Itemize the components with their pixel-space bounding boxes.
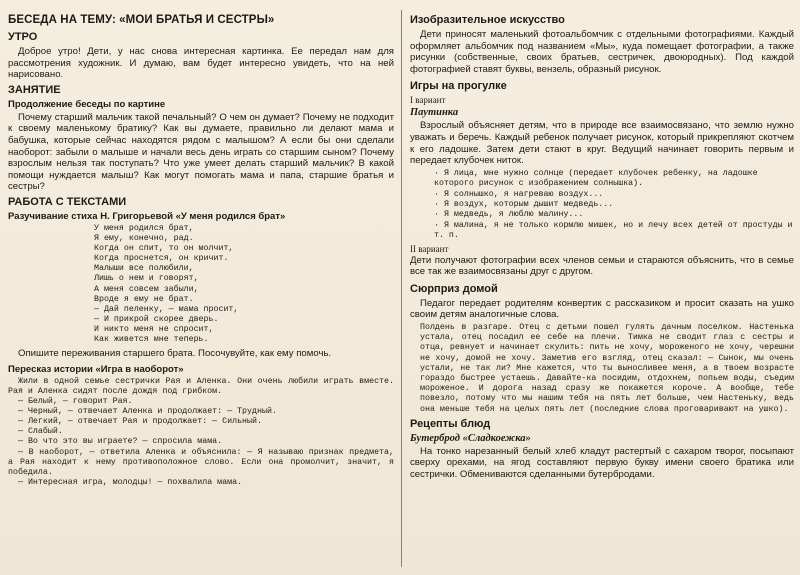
variant-2-label: II вариант (410, 243, 449, 254)
story-line: — Легкий, — отвечает Рая и продолжает: — Сильный. (18, 417, 262, 427)
surprise-story (420, 323, 794, 415)
column-divider (401, 10, 402, 567)
lesson-subheading: Продолжение беседы по картине (8, 98, 166, 110)
morning-text: Доброе утро! Дети, у нас снова интересная картинка. Ее передал нам для рассмотрения художник. И думаю, вам будет интересно увидеть, что на ней нарисовано. (8, 46, 394, 81)
poem (94, 224, 394, 345)
bullet-item: · Я воздух, которым дышит медведь... (434, 199, 614, 209)
texts-heading: РАБОТА С ТЕКСТАМИ (8, 195, 127, 208)
poem-line: — Дай пеленку, — мама просит, (94, 304, 239, 314)
bullet-item: · Я солнышко, я нагреваю воздух... (434, 189, 604, 199)
bullet-item: · Я лица, мне нужно солнце (передает клубочек ребенку, на ладошке которого рисунок с изображением солнышка). (434, 168, 758, 189)
art-text: Дети приносят маленький фотоальбомчик с отдельными фотографиями. Каждый оформляет альбомчик под названием «Мы», куда помещает фотографии, а также рисунки (собственные, своих братьев, сестричек, двоюродных). Под каждой фотографией ставят буквы, вензель, образный рисунок. (410, 29, 794, 75)
story-heading: Пересказ истории «Игра в наоборот» (8, 363, 184, 375)
story (8, 377, 394, 489)
story-line: — Во что это вы играете? — спросила мама. (18, 437, 223, 447)
poem-line: Я ему, конечно, рад. (94, 234, 194, 244)
story-line: — Белый, — говорит Рая. (18, 397, 133, 407)
recipe-text: На тонко нарезанный белый хлеб кладут растертый с сахаром творог, посыпают сверху орехами, на ягод составляют первую букву имени своего братика или сестрички. Обмениваются сделанными бутербродами. (410, 445, 794, 480)
walk-heading: Игры на прогулке (410, 80, 507, 93)
art-heading: Изобразительное искусство (410, 14, 565, 26)
story-line: — Интересная игра, молодцы! — похвалила мама. (18, 478, 243, 488)
poem-line: Малыши все полюбили, (94, 264, 194, 274)
game-1-title: Паутинка (410, 107, 459, 119)
variant-1-label: I вариант (410, 95, 446, 106)
bullet-item: · Я малина, я не только кормлю мишек, но и лечу всех детей от простуды и т. п. (434, 220, 793, 241)
poem-line: Как живется мне теперь. (94, 334, 209, 344)
surprise-story-text: Полдень в разгаре. Отец с детьми пошел гулять дачным поселком. Настенька устала, отец посадил ее себе на плечи. Тимка не сводит глаз с сестры и отца, ревнует и начинает скулить: пить не хочу, мороженого не хочу, черешни не хочу, домой не хочу. Заметив его взгляд, отец сказал: — Сынок, мы очень устали, не так ли? Мне кажется, что ты выносливее меня, а в твоем возрасте гораздо быстрее устаешь. Давайте-ка посидим, отдохнем, попьем воды, съедим мороженое. И дорога назад сразу же покажется короче. А вообще, тебе повезло, потому что мы нашим тебя на пять лет больше, чем Настеньку, ведь она меньше тебя на целых пять лет (последние слова проговаривают на ушко). (420, 322, 794, 414)
game-2-text: Дети получают фотографии всех членов семьи и стараются объяснить, что в семье все так же взаимосвязаны друг с другом. (410, 254, 794, 278)
surprise-text: Педагог передает родителям конвертик с рассказиком и просит сказать на ушко своим детям аналогичные слова. (410, 297, 794, 321)
recipe-title: Бутерброд «Сладкоежка» (410, 432, 531, 444)
recipes-heading: Рецепты блюд (410, 417, 491, 430)
poem-line: У меня родился брат, (94, 223, 194, 233)
story-line: — Слабый. (18, 427, 63, 437)
game-1-text: Взрослый объясняет детям, что в природе все взаимосвязано, что землю нужно уважать и беречь. Каждый ребенок получает рисунок, который прикрепляют скотчем к его ладошке. Затем дети стают в круг. Ведущий начинает говорить первым и передает клубочек ниток. (410, 120, 794, 167)
poem-line: — И прикрой скорее дверь. (94, 314, 219, 324)
lesson-text: Почему старший мальчик такой печальный? О чем он думает? Почему не подходит к своему маленькому братику? Как вы думаете, правильно ли делают мама и бабушка, которые сейчас находятся рядом с малышом? А если бы они сделали наоборот: забыли о малыше и начали весь день играть со старшим сыном? Почему взрослым нельзя так поступать? Что уже умеет делать старший мальчик? В какой помощи нуждается малыш? Как могут помогать мама и папа, старшие братья и сестры? (8, 111, 394, 193)
page-title: БЕСЕДА НА ТЕМУ: «МОИ БРАТЬЯ И СЕСТРЫ» (8, 14, 275, 26)
story-line: — Черный, — отвечает Аленка и продолжает: — Трудный. (18, 407, 277, 417)
poem-line: Когда он спит, то он молчит, (94, 244, 234, 254)
game-1-bullets (434, 169, 794, 242)
after-poem-text: Опишите переживания старшего брата. Посочувуйте, как ему помочь. (18, 348, 332, 360)
poem-line: Лишь о нем и говорят, (94, 274, 199, 284)
poem-line: Когда проснется, он кричит. (94, 254, 229, 264)
bullet-item: · Я медведь, я люблю малину... (434, 210, 584, 220)
surprise-heading: Сюрприз домой (410, 282, 498, 295)
morning-heading: УТРО (8, 31, 38, 43)
poem-line: А меня совсем забыли, (94, 284, 199, 294)
story-paragraph: — В наоборот, — ответила Аленка и объяснила: — Я называю признак предмета, а Рая находит к нему противоположное слово. Если она промолчит, значит, я победила. (8, 447, 394, 477)
poem-line: И никто меня не спросит, (94, 324, 214, 334)
poem-heading: Разучивание стиха Н. Григорьевой «У меня родился брат» (8, 210, 286, 222)
right-column (410, 14, 794, 569)
poem-line: Вроде я ему не брат. (94, 294, 194, 304)
left-column (8, 14, 394, 569)
story-paragraph: Жили в одной семье сестрички Рая и Аленка. Они очень любили играть вместе. Рая и Аленка сидят после дождя под грибком. (8, 376, 394, 396)
lesson-heading: ЗАНЯТИЕ (8, 83, 61, 96)
